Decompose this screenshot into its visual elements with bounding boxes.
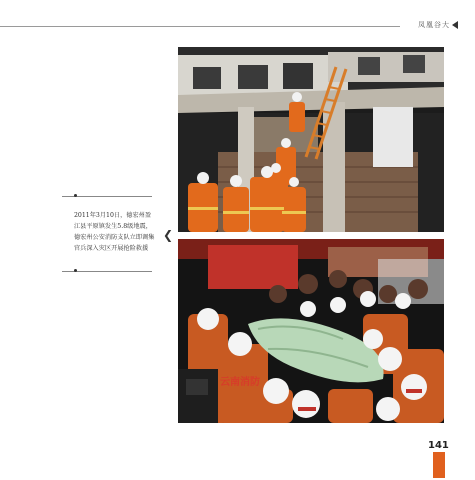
- photo-caption: [62, 196, 158, 272]
- triangle-left-icon: [452, 21, 458, 29]
- chevron-left-icon: ❮: [163, 228, 174, 242]
- rescue-photo-stretcher-carry: [178, 239, 444, 423]
- page-number: 141: [428, 440, 449, 451]
- section-title: 凤凰谷大: [418, 21, 450, 29]
- rescue-photo-collapsed-building: [178, 47, 444, 232]
- overlay-watermark: 云南消防: [220, 377, 260, 388]
- caption-bottom-dot: [74, 269, 77, 272]
- caption-text: 2011年3月10日，德宏州盈江县平原镇发生5.8级地震，德宏州公安消防支队立即调集官兵深入灾区开展抢险救援: [74, 212, 155, 252]
- page-tab: [433, 452, 445, 478]
- header-rule: [0, 26, 400, 27]
- caption-top-dot: [74, 194, 77, 197]
